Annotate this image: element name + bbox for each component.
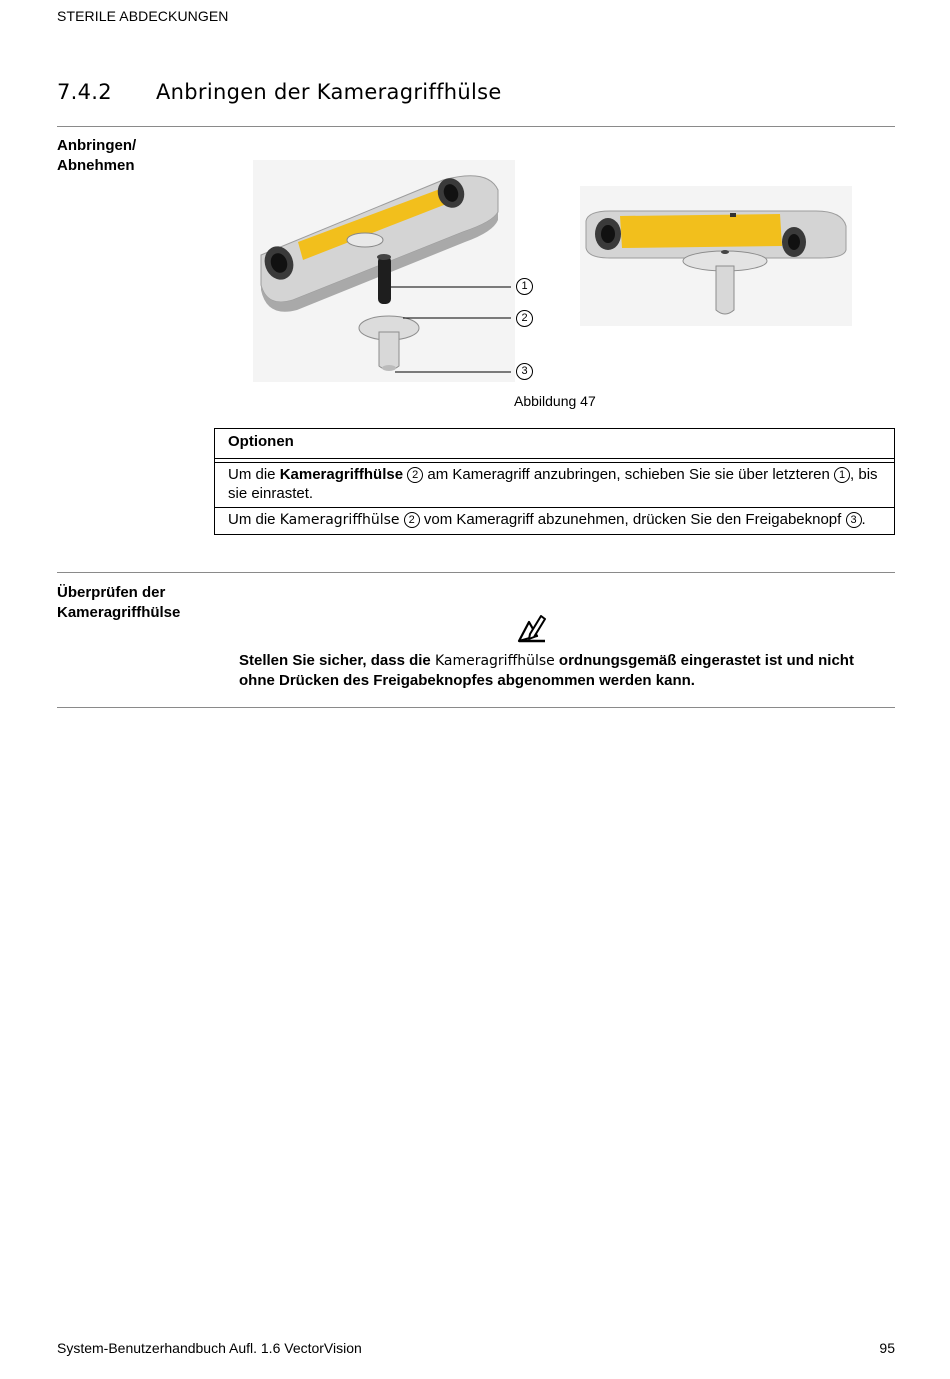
running-header: STERILE ABDECKUNGEN bbox=[57, 8, 229, 24]
row-text: Um die bbox=[228, 466, 280, 483]
row-text: Um die bbox=[228, 511, 280, 528]
row-text: vom Kameragriff abzunehmen, drücken Sie den Freigabeknopf bbox=[419, 511, 846, 528]
callout-1: 1 bbox=[516, 278, 533, 295]
side-label-line: Kameragriffhülse bbox=[57, 604, 181, 621]
section-title: Anbringen der Kameragriffhülse bbox=[156, 80, 502, 104]
row-callout: 1 bbox=[834, 467, 850, 483]
section-number: 7.4.2 bbox=[57, 80, 112, 104]
side-label-line: Überprüfen der bbox=[57, 584, 166, 601]
row-bold-term: Kameragriffhülse bbox=[279, 466, 404, 483]
callout-3: 3 bbox=[516, 363, 533, 380]
camera-sleeve-attached-illustration bbox=[580, 186, 852, 326]
note-bold: ordnungsgemäß eingerastet ist und nicht ohne Drücken des Freigabeknopfes abgenommen werden kann. bbox=[239, 652, 854, 689]
footer-manual-title: System-Benutzerhandbuch Aufl. 1.6 VectorVision bbox=[57, 1340, 362, 1356]
row-text: . bbox=[861, 511, 866, 528]
row-callout: 2 bbox=[404, 512, 420, 528]
row-callout: 2 bbox=[407, 467, 423, 483]
options-table bbox=[214, 428, 895, 535]
side-label-line: Abnehmen bbox=[57, 157, 135, 174]
note-text bbox=[239, 651, 889, 690]
table-header: Optionen bbox=[215, 429, 894, 459]
divider bbox=[57, 707, 895, 708]
divider bbox=[57, 126, 895, 127]
row-term: Kameragriffhülse bbox=[279, 512, 400, 528]
side-label-check bbox=[57, 583, 180, 623]
figure-caption: Abbildung 47 bbox=[514, 393, 596, 409]
note-pencil-icon bbox=[516, 612, 548, 644]
side-label-attach bbox=[57, 136, 136, 176]
row-text: am Kameragriff anzubringen, schieben Sie sie über letzteren bbox=[423, 466, 835, 483]
camera-sleeve-illustration bbox=[253, 160, 533, 382]
table-row bbox=[215, 507, 894, 534]
callout-2: 2 bbox=[516, 310, 533, 327]
divider bbox=[57, 572, 895, 573]
side-label-line: Anbringen/ bbox=[57, 137, 137, 154]
row-callout: 3 bbox=[846, 512, 862, 528]
note-bold: Stellen Sie sicher, dass die bbox=[239, 652, 435, 669]
row-text: , bis sie einrastet. bbox=[228, 466, 878, 502]
note-term: Kameragriffhülse bbox=[434, 653, 555, 669]
page-number: 95 bbox=[879, 1340, 895, 1356]
table-row bbox=[215, 463, 894, 507]
